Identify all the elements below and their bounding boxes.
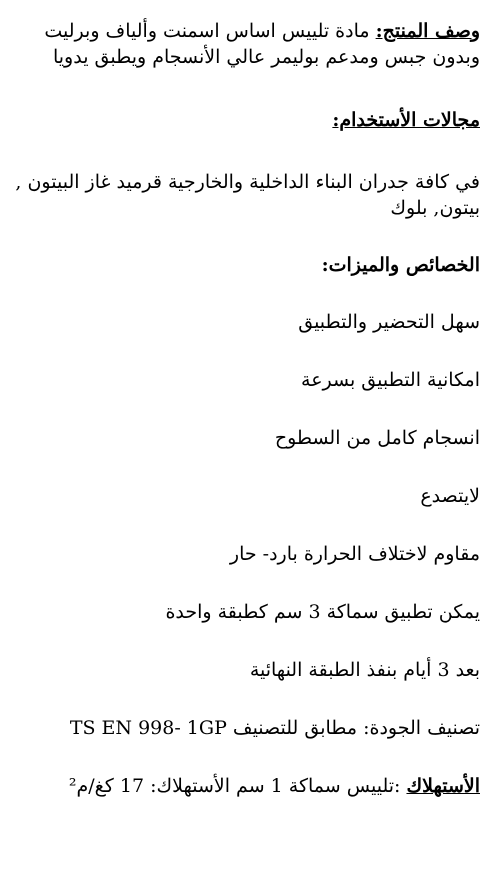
feature-item: مقاوم لاختلاف الحرارة بارد- حار [229, 543, 480, 565]
quality-classification: تصنيف الجودة: مطابق للتصنيف TS EN 998- 1GP [69, 717, 480, 739]
usage-text: في كافة جدران البناء الداخلية والخارجية قرميد غاز البيتون , بيتون, بلوك [15, 171, 480, 219]
feature-item: سهل التحضير والتطبيق [298, 311, 480, 333]
consumption-heading: الأستهلاك [406, 775, 480, 797]
description-heading: وصف المنتج: [375, 20, 480, 42]
feature-item: بعد 3 أيام بنفذ الطبقة النهائية [249, 659, 480, 681]
feature-item: انسجام كامل من السطوح [274, 427, 480, 449]
feature-item: يمكن تطبيق سماكة 3 سم كطبقة واحدة [165, 601, 480, 623]
features-heading: الخصائص والميزات: [321, 254, 480, 276]
description-text: مادة تلييس اساس اسمنت وألياف وبرليت وبدون جبس ومدعم بوليمر عالي الأنسجام ويطبق يدويا [44, 20, 480, 68]
usage-heading: مجالات الأستخدام: [332, 109, 480, 131]
feature-item: لايتصدع [420, 485, 480, 507]
consumption-text: :تلييس سماكة 1 سم الأستهلاك: 17 كغ/م² [68, 775, 407, 797]
feature-item: امكانية التطبيق بسرعة [301, 369, 480, 391]
features-heading-line [14, 252, 480, 278]
product-description [14, 18, 480, 70]
consumption-line [14, 773, 480, 799]
usage-heading-line [14, 107, 480, 133]
